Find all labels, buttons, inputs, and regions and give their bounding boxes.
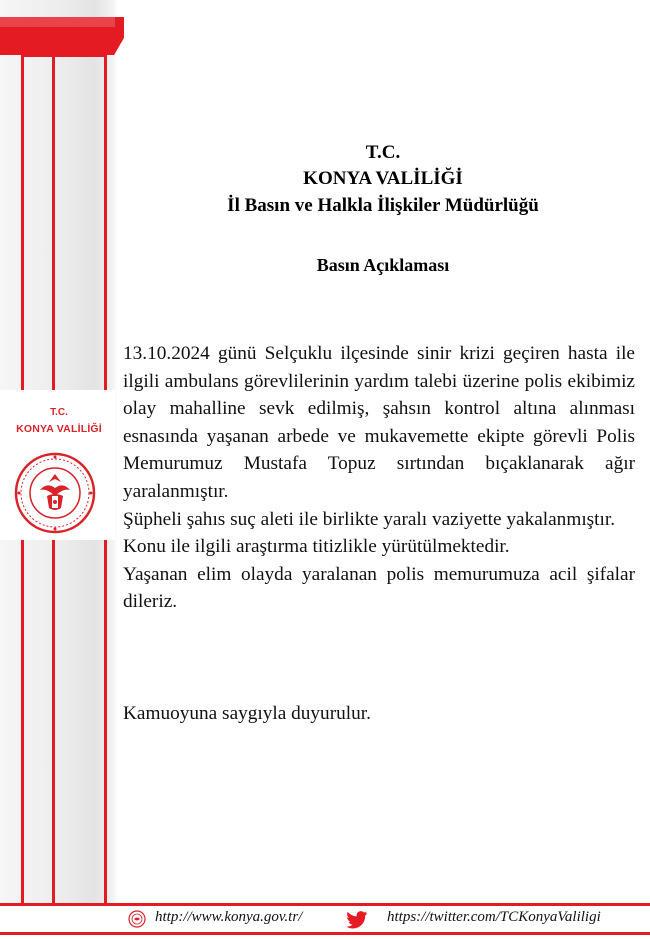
logo-tc: T.C.	[50, 407, 68, 418]
statement-paragraph: Konu ile ilgili araştırma titizlikle yürütülmektedir.	[123, 536, 510, 558]
header-office: KONYA VALİLİĞİ	[303, 168, 463, 189]
document-type: Basın Açıklaması	[316, 255, 450, 275]
header-department: İl Basın ve Halkla İlişkiler Müdürlüğü	[227, 195, 539, 216]
twitter-bird-icon	[346, 911, 368, 929]
twitter-link[interactable]: https://twitter.com/TCKonyaValiligi	[387, 909, 601, 925]
statement-body	[123, 340, 635, 616]
logo-name: KONYA VALİLİĞİ	[16, 423, 102, 435]
website-link[interactable]: http://www.konya.gov.tr/	[155, 909, 303, 925]
footer	[0, 908, 650, 932]
closing-line: Kamuoyuna saygıyla duyurulur.	[123, 703, 371, 724]
frame-line-top	[21, 54, 107, 57]
statement-paragraph: Yaşanan elim olayda yaralanan polis memurumuza acil şifalar dileriz.	[123, 563, 635, 613]
statement-paragraph: 13.10.2024 günü Selçuklu ilçesinde sinir krizi geçiren hasta ile ilgili ambulans görevlilerinin yardım talebi üzerine polis ekibimiz olay mahalline sevk edilmiş, şahsın kontrol altına alınması esnasında yaşanan arbede ve mukavemette ekipte görevli Polis Memurumuz Mustafa Topuz sırtından bıçaklanarak ağır yaralanmıştır.	[123, 343, 635, 502]
ribbon-highlight	[0, 17, 115, 27]
small-seal-icon	[128, 910, 146, 928]
statement-paragraph: Şüpheli şahıs suç aleti ile birlikte yaralı vaziyette yakalanmıştır.	[123, 508, 616, 530]
footer-rule-bottom	[0, 932, 650, 935]
footer-rule-top	[0, 903, 650, 906]
header-tc: T.C.	[365, 142, 401, 163]
governorship-seal-icon	[14, 452, 96, 534]
